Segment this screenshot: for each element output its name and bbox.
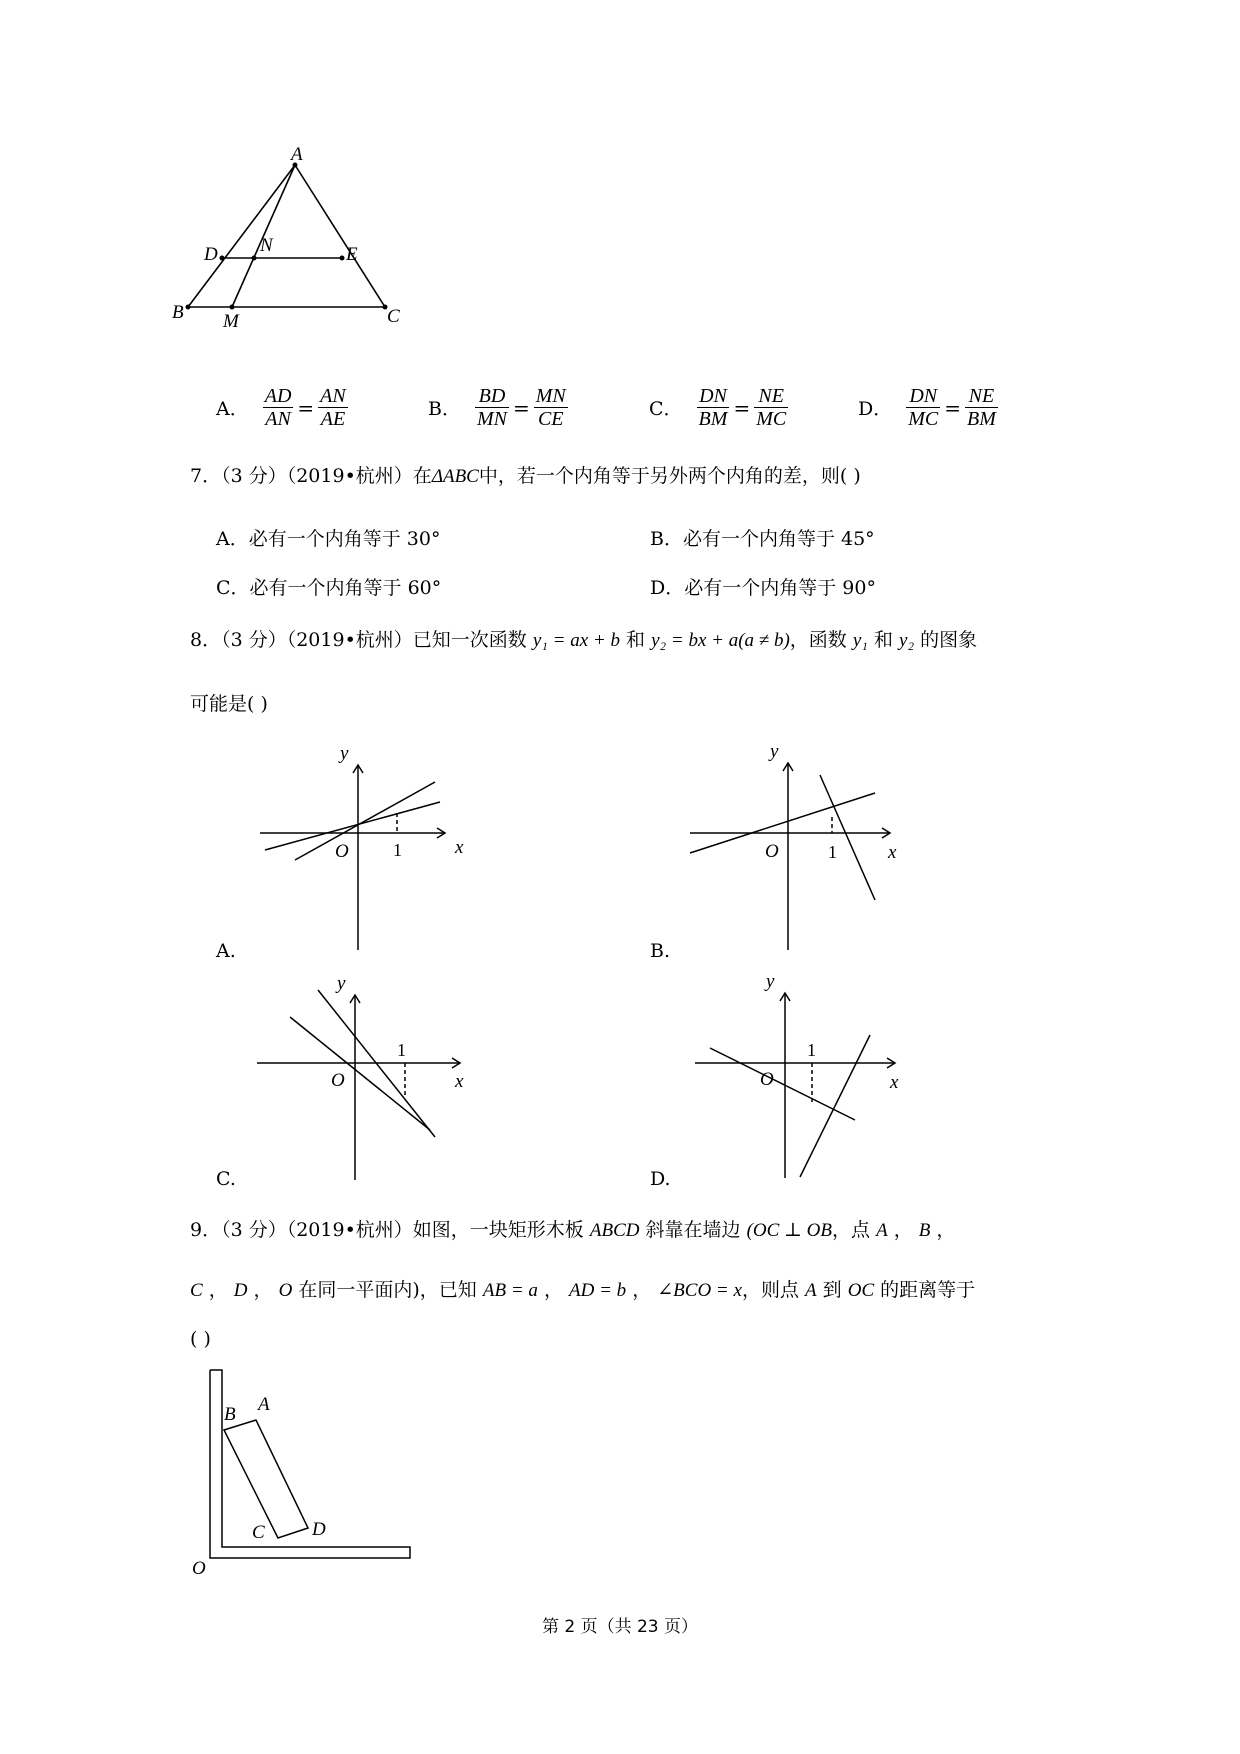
svg-text:y: y — [340, 743, 349, 764]
board-figure — [190, 1360, 420, 1590]
q7-option-b[interactable]: B．必有一个内角等于 45° — [650, 528, 875, 550]
q6-option-d[interactable]: D． $\frac{DN}{MC}$ = $\frac{NE}{BM}$ — [858, 385, 996, 430]
label-b: B — [172, 302, 184, 323]
svg-text:y: y — [766, 971, 775, 992]
svg-text:y: y — [770, 741, 779, 762]
svg-text:C: C — [252, 1522, 265, 1543]
graph-d-label[interactable]: D. — [650, 1168, 671, 1190]
q6-option-b[interactable]: B． $\frac{BD}{MN}$ = $\frac{MN}{CE}$ — [428, 385, 566, 430]
q7-option-c[interactable]: C．必有一个内角等于 60° — [216, 577, 442, 599]
q9-stem-line1: 9．（3 分）（2019•杭州）如图，一块矩形木板 ABCD 斜靠在墙边 (OC ⊥ OB，点 A ， B ， — [190, 1219, 956, 1241]
svg-text:x: x — [890, 1072, 899, 1093]
svg-text:y: y — [337, 973, 346, 994]
q6-option-a[interactable]: A． $\frac{AD}{AN}$ = $\frac{AN}{AE}$ — [216, 385, 346, 430]
q7-option-a[interactable]: A．必有一个内角等于 30° — [216, 528, 441, 550]
label-d: D — [204, 244, 218, 265]
q9-stem-line2: C ， D ， O 在同一平面内)，已知 AB = a ， AD = b ， ∠BCO = x，则点 A 到 OC 的距离等于 — [190, 1279, 976, 1301]
q8-stem-line1: 8．（3 分）（2019•杭州）已知一次函数 y₁ = ax + b 和 y₂ = bx + a(a ≠ b)，函数 y₁ 和 y₂ 的图象 — [190, 629, 978, 651]
triangle-figure — [172, 144, 440, 370]
label-a: A — [291, 144, 303, 165]
label-e: E — [346, 244, 358, 265]
svg-text:O: O — [331, 1070, 345, 1091]
svg-text:1: 1 — [828, 842, 837, 862]
graph-a — [255, 735, 485, 955]
svg-text:O: O — [760, 1069, 774, 1090]
q7-stem: 7．（3 分）（2019•杭州）在ΔABC中，若一个内角等于另外两个内角的差，则( ) — [190, 465, 861, 487]
svg-text:1: 1 — [393, 840, 402, 860]
svg-text:1: 1 — [397, 1040, 406, 1060]
q7-option-d[interactable]: D．必有一个内角等于 90° — [650, 577, 876, 599]
svg-text:D: D — [312, 1519, 326, 1540]
label-c: C — [387, 306, 400, 327]
svg-text:B: B — [224, 1404, 236, 1425]
svg-text:O: O — [192, 1558, 206, 1579]
svg-text:O: O — [335, 841, 349, 862]
graph-b — [690, 735, 920, 955]
svg-text:x: x — [888, 842, 897, 863]
graph-c — [255, 965, 485, 1190]
svg-text:1: 1 — [807, 1040, 816, 1060]
svg-text:x: x — [455, 837, 464, 858]
graph-b-label[interactable]: B. — [650, 940, 671, 962]
graph-c-label[interactable]: C. — [216, 1168, 236, 1190]
q6-option-c[interactable]: C． $\frac{DN}{BM}$ = $\frac{NE}{MC}$ — [649, 385, 787, 430]
svg-text:A: A — [258, 1394, 270, 1415]
svg-text:x: x — [455, 1071, 464, 1092]
graph-a-label[interactable]: A. — [216, 940, 236, 962]
graph-d — [690, 965, 920, 1190]
q8-stem-line2: 可能是( ) — [190, 693, 268, 715]
svg-text:O: O — [765, 841, 779, 862]
label-m: M — [223, 311, 239, 332]
page-footer: 第 2 页（共 23 页） — [541, 1617, 699, 1637]
q9-stem-line3: ( ) — [190, 1328, 211, 1350]
label-n: N — [260, 235, 273, 256]
